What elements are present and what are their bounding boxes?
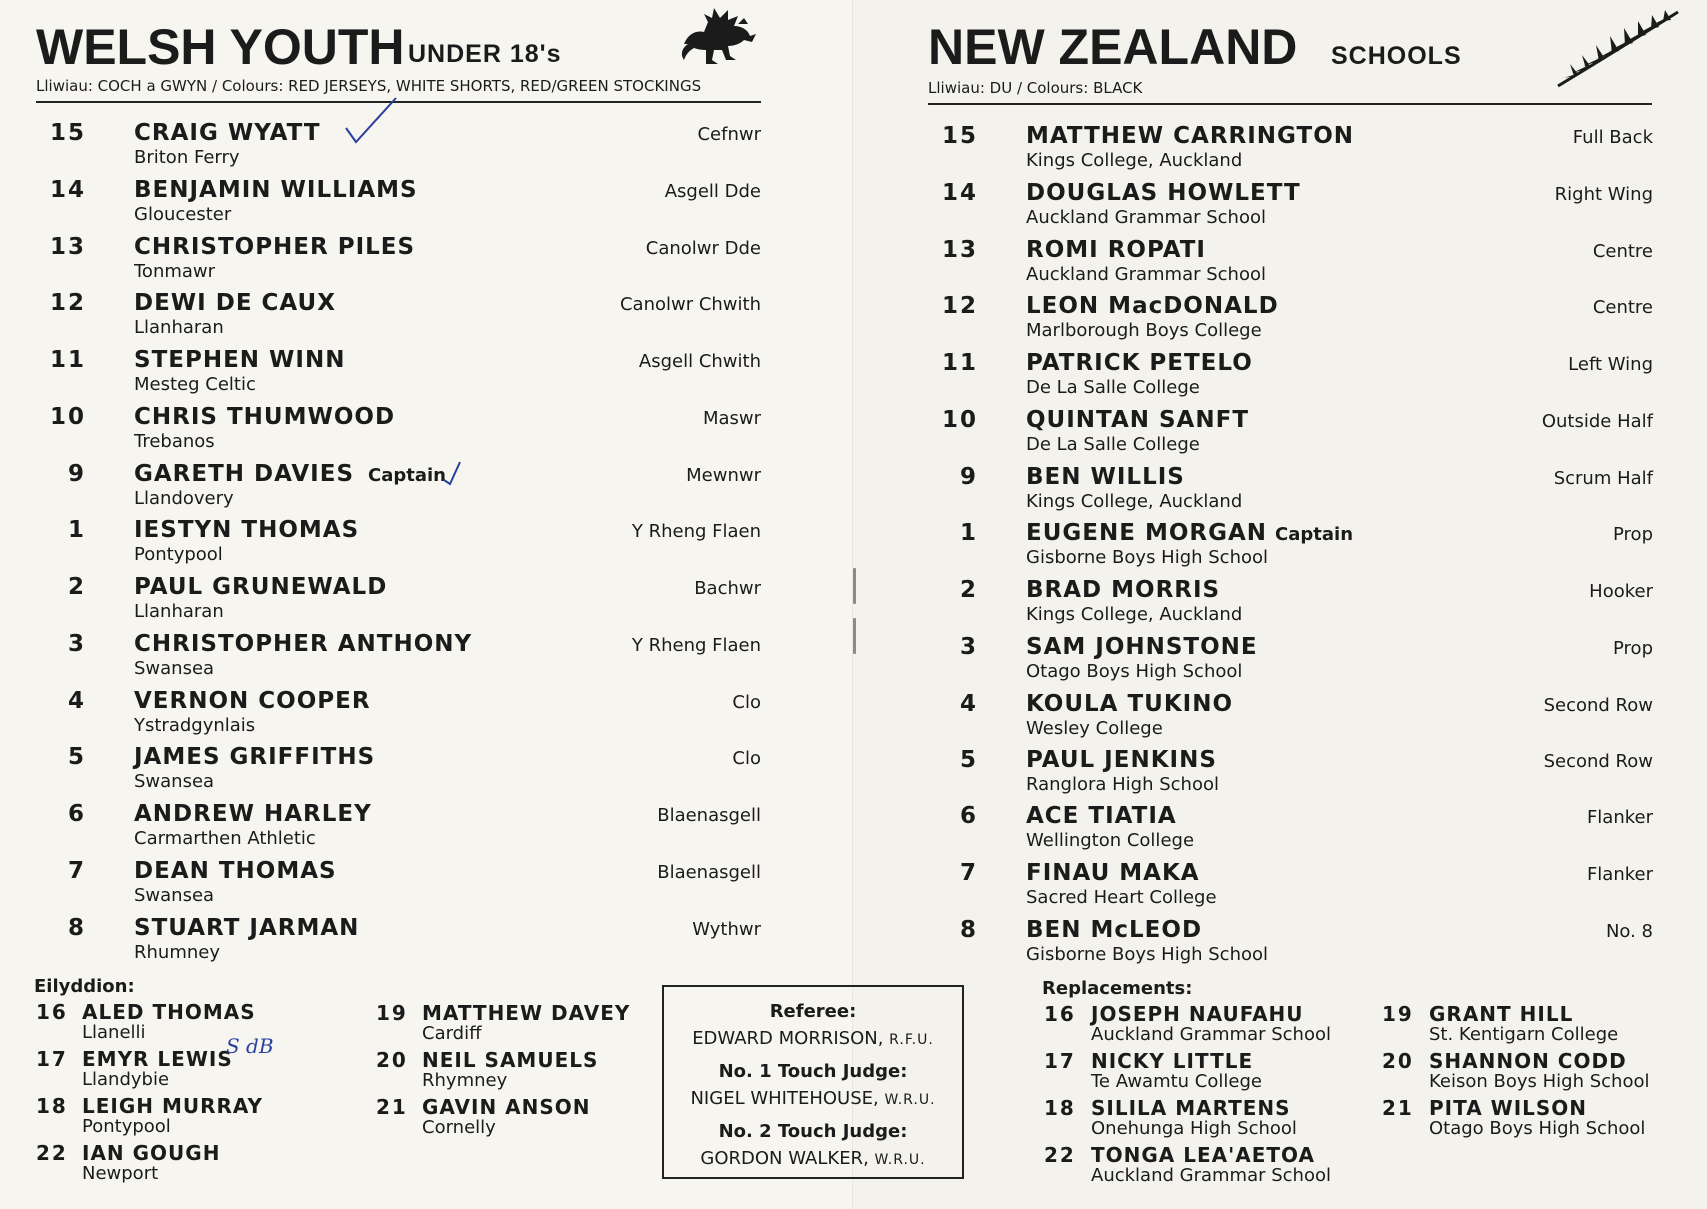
player-name: [1026, 747, 1217, 773]
player-number: 10: [941, 407, 978, 433]
player-club: Kings College, Auckland: [1026, 604, 1243, 625]
player-row: [932, 407, 1653, 459]
player-row: [932, 803, 1653, 855]
player-club: Marlborough Boys College: [1026, 320, 1262, 341]
player-row: [40, 858, 761, 910]
replacement-number: 17: [1044, 1049, 1076, 1073]
player-number: 12: [49, 290, 86, 316]
player-number: 7: [67, 858, 86, 884]
player-number: 4: [959, 691, 978, 717]
player-row: [932, 180, 1653, 232]
player-number: 6: [959, 803, 978, 829]
replacement-club: Auckland Grammar School: [1091, 1024, 1331, 1045]
replacement-number: 19: [376, 1001, 408, 1025]
player-number: 9: [67, 461, 86, 487]
player-position: Y Rheng Flaen: [631, 521, 761, 542]
replacement-name: SHANNON CODD: [1429, 1049, 1627, 1073]
welsh-team-title: WELSH YOUTH: [36, 19, 405, 75]
replacement-club: Llanelli: [82, 1022, 146, 1043]
player-club: Llanharan: [134, 317, 224, 338]
player-name-text: CHRISTOPHER PILES: [134, 234, 416, 260]
replacement-club: Pontypool: [82, 1116, 171, 1137]
player-row: [932, 237, 1653, 289]
player-number: 10: [49, 404, 86, 430]
player-name-text: VERNON COOPER: [134, 688, 371, 714]
player-club: Kings College, Auckland: [1026, 150, 1243, 171]
replacement-club: Rhymney: [422, 1070, 508, 1091]
replacement-name: GRANT HILL: [1429, 1002, 1574, 1026]
official-association: R.F.U.: [889, 1032, 934, 1048]
nz-replacements-heading: Replacements:: [1042, 978, 1193, 999]
player-row: [40, 744, 761, 796]
player-club: Pontypool: [134, 544, 223, 565]
player-name: [1026, 577, 1220, 603]
replacement-name: SILILA MARTENS: [1091, 1096, 1291, 1120]
captain-label: Captain: [368, 465, 446, 486]
player-name: [1026, 691, 1233, 717]
nz-colours: Lliwiau: DU / Colours: BLACK: [928, 79, 1143, 97]
player-position: Canolwr Dde: [645, 238, 761, 259]
staple-top: [853, 568, 856, 604]
player-position: Wythwr: [692, 919, 761, 940]
player-number: 11: [941, 350, 978, 376]
player-position: Y Rheng Flaen: [631, 635, 761, 656]
player-row: [932, 123, 1653, 175]
player-position: Second Row: [1543, 751, 1653, 772]
player-row: [40, 517, 761, 569]
replacement-club: Llandybie: [82, 1069, 170, 1090]
player-name: [134, 347, 345, 373]
player-name: [1026, 860, 1200, 886]
replacement-club: Keison Boys High School: [1429, 1071, 1650, 1092]
player-club: De La Salle College: [1026, 377, 1200, 398]
player-club: Llandovery: [134, 488, 234, 509]
replacement-name: TONGA LEA'AETOA: [1091, 1143, 1315, 1167]
player-name: [134, 688, 371, 714]
replacement-number: 17: [36, 1047, 68, 1071]
player-number: 3: [959, 634, 978, 660]
replacement-number: 18: [1044, 1096, 1076, 1120]
player-number: 14: [941, 180, 978, 206]
player-position: Blaenasgell: [657, 862, 761, 883]
player-row: [932, 350, 1653, 402]
official-name-text: EDWARD MORRISON,: [692, 1028, 884, 1049]
player-name-text: MATTHEW CARRINGTON: [1026, 123, 1355, 149]
official-association: W.R.U.: [884, 1092, 936, 1108]
replacement-number: 20: [1382, 1049, 1414, 1073]
replacement-number: 21: [376, 1095, 408, 1119]
nz-team-title: NEW ZEALAND: [928, 19, 1298, 75]
player-position: Asgell Chwith: [638, 351, 761, 372]
replacement-name: IAN GOUGH: [82, 1141, 221, 1165]
player-name-text: KOULA TUKINO: [1026, 691, 1234, 717]
replacement-name: JOSEPH NAUFAHU: [1091, 1002, 1304, 1026]
player-club: Rhumney: [134, 942, 220, 963]
match-officials-box: [662, 985, 964, 1179]
player-name-text: GARETH DAVIES: [134, 461, 355, 487]
player-name-text: EUGENE MORGAN: [1026, 520, 1268, 546]
replacement-club: Auckland Grammar School: [1091, 1165, 1331, 1186]
player-name: [1026, 350, 1253, 376]
handwritten-tick-small-icon: [440, 458, 466, 488]
player-name-text: BEN McLEOD: [1026, 917, 1203, 943]
official-association: W.R.U.: [874, 1152, 926, 1168]
player-name: [134, 461, 446, 487]
player-position: Hooker: [1589, 581, 1653, 602]
player-name-text: BRAD MORRIS: [1026, 577, 1221, 603]
player-name: [134, 517, 359, 543]
player-club: Briton Ferry: [134, 147, 240, 168]
player-number: 3: [67, 631, 86, 657]
official-role: No. 1 Touch Judge:: [718, 1061, 908, 1082]
player-name-text: FINAU MAKA: [1026, 860, 1200, 886]
player-number: 2: [67, 574, 86, 600]
player-number: 5: [67, 744, 86, 770]
player-club: De La Salle College: [1026, 434, 1200, 455]
replacement-name: ALED THOMAS: [82, 1000, 256, 1024]
player-position: No. 8: [1605, 921, 1653, 942]
player-name-text: IESTYN THOMAS: [134, 517, 360, 543]
player-number: 13: [49, 234, 86, 260]
player-number: 4: [67, 688, 86, 714]
player-number: 14: [49, 177, 86, 203]
player-name-text: DOUGLAS HOWLETT: [1026, 180, 1301, 206]
welsh-header: [36, 19, 562, 75]
replacement-number: 21: [1382, 1096, 1414, 1120]
player-name: [1026, 464, 1185, 490]
replacement-number: 16: [36, 1000, 68, 1024]
official-name: [664, 1028, 962, 1049]
replacement-number: 20: [376, 1048, 408, 1072]
player-position: Bachwr: [694, 578, 761, 599]
player-name: [134, 120, 321, 146]
player-club: Carmarthen Athletic: [134, 828, 316, 849]
player-name: [1026, 180, 1301, 206]
player-number: 11: [49, 347, 86, 373]
player-name: [134, 915, 359, 941]
player-name: [1026, 407, 1249, 433]
replacement-club: St. Kentigarn College: [1429, 1024, 1619, 1045]
player-position: Full Back: [1572, 127, 1653, 148]
player-position: Centre: [1592, 241, 1653, 262]
handwritten-note: S dB: [226, 1034, 274, 1058]
player-name-text: ACE TIATIA: [1026, 803, 1177, 829]
player-name: [134, 234, 415, 260]
player-club: Auckland Grammar School: [1026, 264, 1266, 285]
player-position: Cefnwr: [697, 124, 761, 145]
replacement-number: 18: [36, 1094, 68, 1118]
player-name-text: CRAIG WYATT: [134, 120, 321, 146]
player-club: Gloucester: [134, 204, 232, 225]
player-row: [40, 688, 761, 740]
player-row: [932, 860, 1653, 912]
player-name: [134, 631, 472, 657]
player-number: 8: [959, 917, 978, 943]
player-club: Trebanos: [134, 431, 215, 452]
player-name-text: BENJAMIN WILLIAMS: [134, 177, 418, 203]
player-name-text: DEAN THOMAS: [134, 858, 337, 884]
player-row: [40, 915, 761, 967]
player-name-text: ANDREW HARLEY: [134, 801, 372, 827]
replacement-club: Cardiff: [422, 1023, 482, 1044]
player-position: Clo: [732, 748, 761, 769]
player-club: Sacred Heart College: [1026, 887, 1217, 908]
player-name-text: JAMES GRIFFITHS: [134, 744, 376, 770]
player-club: Wesley College: [1026, 718, 1163, 739]
silver-fern-icon: [1554, 6, 1682, 90]
replacement-number: 22: [1044, 1143, 1076, 1167]
player-row: [40, 461, 761, 513]
player-position: Mewnwr: [686, 465, 761, 486]
player-position: Clo: [732, 692, 761, 713]
player-number: 8: [67, 915, 86, 941]
player-club: Swansea: [134, 658, 215, 679]
player-row: [40, 631, 761, 683]
player-position: Centre: [1592, 297, 1653, 318]
replacement-club: Otago Boys High School: [1429, 1118, 1646, 1139]
player-name-text: CHRISTOPHER ANTHONY: [134, 631, 473, 657]
player-row: [40, 801, 761, 853]
player-club: Otago Boys High School: [1026, 661, 1243, 682]
official-name-text: NIGEL WHITEHOUSE,: [690, 1088, 879, 1109]
handwritten-tick-icon: [340, 94, 400, 150]
official-name: [664, 1148, 962, 1169]
player-name: [1026, 803, 1177, 829]
player-row: [932, 520, 1653, 572]
player-number: 12: [941, 293, 978, 319]
welsh-dragon-icon: [678, 4, 760, 68]
player-row: [932, 917, 1653, 969]
replacement-name: MATTHEW DAVEY: [422, 1001, 631, 1025]
player-position: Maswr: [702, 408, 761, 429]
player-club: Llanharan: [134, 601, 224, 622]
replacement-number: 16: [1044, 1002, 1076, 1026]
player-position: Right Wing: [1554, 184, 1653, 205]
player-row: [932, 747, 1653, 799]
player-name: [134, 290, 336, 316]
player-club: Ystradgynlais: [134, 715, 256, 736]
player-row: [40, 574, 761, 626]
nz-rule: [928, 103, 1652, 105]
replacement-club: Cornelly: [422, 1117, 496, 1138]
player-name: [134, 744, 375, 770]
official-block: [664, 1001, 962, 1049]
player-name: [1026, 237, 1206, 263]
player-name: [134, 858, 337, 884]
official-name: [664, 1088, 962, 1109]
player-club: Tonmawr: [134, 261, 216, 282]
player-row: [40, 120, 761, 172]
replacement-number: 22: [36, 1141, 68, 1165]
official-role: No. 2 Touch Judge:: [718, 1121, 908, 1142]
player-name-text: STEPHEN WINN: [134, 347, 346, 373]
player-name: [1026, 634, 1258, 660]
player-row: [40, 290, 761, 342]
player-name: [1026, 293, 1279, 319]
replacement-name: GAVIN ANSON: [422, 1095, 591, 1119]
captain-label: Captain: [1275, 524, 1354, 545]
player-name: [134, 177, 418, 203]
player-name-text: BEN WILLIS: [1026, 464, 1185, 490]
player-row: [40, 234, 761, 286]
player-number: 15: [49, 120, 86, 146]
player-row: [932, 634, 1653, 686]
player-number: 13: [941, 237, 978, 263]
player-position: Prop: [1613, 638, 1653, 659]
replacement-name: NICKY LITTLE: [1091, 1049, 1254, 1073]
player-club: Kings College, Auckland: [1026, 491, 1243, 512]
player-name: [1026, 520, 1353, 546]
player-number: 2: [959, 577, 978, 603]
player-name: [1026, 123, 1354, 149]
official-block: [664, 1121, 962, 1169]
player-name: [134, 801, 372, 827]
player-number: 6: [67, 801, 86, 827]
player-row: [40, 347, 761, 399]
player-name: [134, 404, 395, 430]
player-row: [932, 691, 1653, 743]
welsh-replacements-heading: Eilyddion:: [34, 976, 135, 997]
player-name-text: PAUL JENKINS: [1026, 747, 1217, 773]
player-name-text: SAM JOHNSTONE: [1026, 634, 1258, 660]
player-name-text: CHRIS THUMWOOD: [134, 404, 396, 430]
player-name: [1026, 917, 1202, 943]
player-number: 9: [959, 464, 978, 490]
player-name-text: ROMI ROPATI: [1026, 237, 1206, 263]
player-name-text: PATRICK PETELO: [1026, 350, 1253, 376]
player-name-text: LEON MacDONALD: [1026, 293, 1279, 319]
replacement-club: Onehunga High School: [1091, 1118, 1297, 1139]
official-name-text: GORDON WALKER,: [700, 1148, 869, 1169]
player-club: Ranglora High School: [1026, 774, 1219, 795]
player-number: 7: [959, 860, 978, 886]
official-role: Referee:: [769, 1001, 857, 1022]
player-row: [932, 293, 1653, 345]
replacement-club: Te Awamtu College: [1091, 1071, 1262, 1092]
player-number: 5: [959, 747, 978, 773]
player-club: Gisborne Boys High School: [1026, 547, 1269, 568]
player-row: [40, 404, 761, 456]
player-row: [932, 577, 1653, 629]
player-position: Canolwr Chwith: [619, 294, 761, 315]
player-position: Asgell Dde: [664, 181, 761, 202]
player-position: Prop: [1613, 524, 1653, 545]
official-block: [664, 1061, 962, 1109]
player-name-text: STUART JARMAN: [134, 915, 360, 941]
replacement-name: PITA WILSON: [1429, 1096, 1588, 1120]
replacement-club: Newport: [82, 1163, 159, 1184]
player-position: Left Wing: [1568, 354, 1653, 375]
player-name: [134, 574, 387, 600]
player-position: Flanker: [1586, 864, 1653, 885]
player-name-text: PAUL GRUNEWALD: [134, 574, 388, 600]
replacement-name: LEIGH MURRAY: [82, 1094, 263, 1118]
staple-bottom: [853, 618, 856, 654]
player-position: Blaenasgell: [657, 805, 761, 826]
welsh-colours: Lliwiau: COCH a GWYN / Colours: RED JERSEYS, WHITE SHORTS, RED/GREEN STOCKINGS: [36, 77, 702, 95]
player-number: 1: [67, 517, 86, 543]
player-club: Wellington College: [1026, 830, 1195, 851]
welsh-team-subtitle: UNDER 18's: [408, 40, 562, 68]
player-row: [40, 177, 761, 229]
player-position: Second Row: [1543, 695, 1653, 716]
player-position: Outside Half: [1541, 411, 1653, 432]
nz-team-subtitle: SCHOOLS: [1331, 42, 1462, 70]
player-club: Swansea: [134, 885, 215, 906]
player-club: Auckland Grammar School: [1026, 207, 1266, 228]
replacement-name: NEIL SAMUELS: [422, 1048, 599, 1072]
player-name-text: DEWI DE CAUX: [134, 290, 336, 316]
player-row: [932, 464, 1653, 516]
player-number: 1: [959, 520, 978, 546]
player-club: Mesteg Celtic: [134, 374, 256, 395]
player-club: Swansea: [134, 771, 215, 792]
player-name-text: QUINTAN SANFT: [1026, 407, 1250, 433]
replacement-number: 19: [1382, 1002, 1414, 1026]
replacement-name: EMYR LEWIS: [82, 1047, 233, 1071]
player-position: Flanker: [1586, 807, 1653, 828]
nz-header: [928, 19, 1462, 75]
player-number: 15: [941, 123, 978, 149]
player-position: Scrum Half: [1553, 468, 1653, 489]
player-club: Gisborne Boys High School: [1026, 944, 1269, 965]
